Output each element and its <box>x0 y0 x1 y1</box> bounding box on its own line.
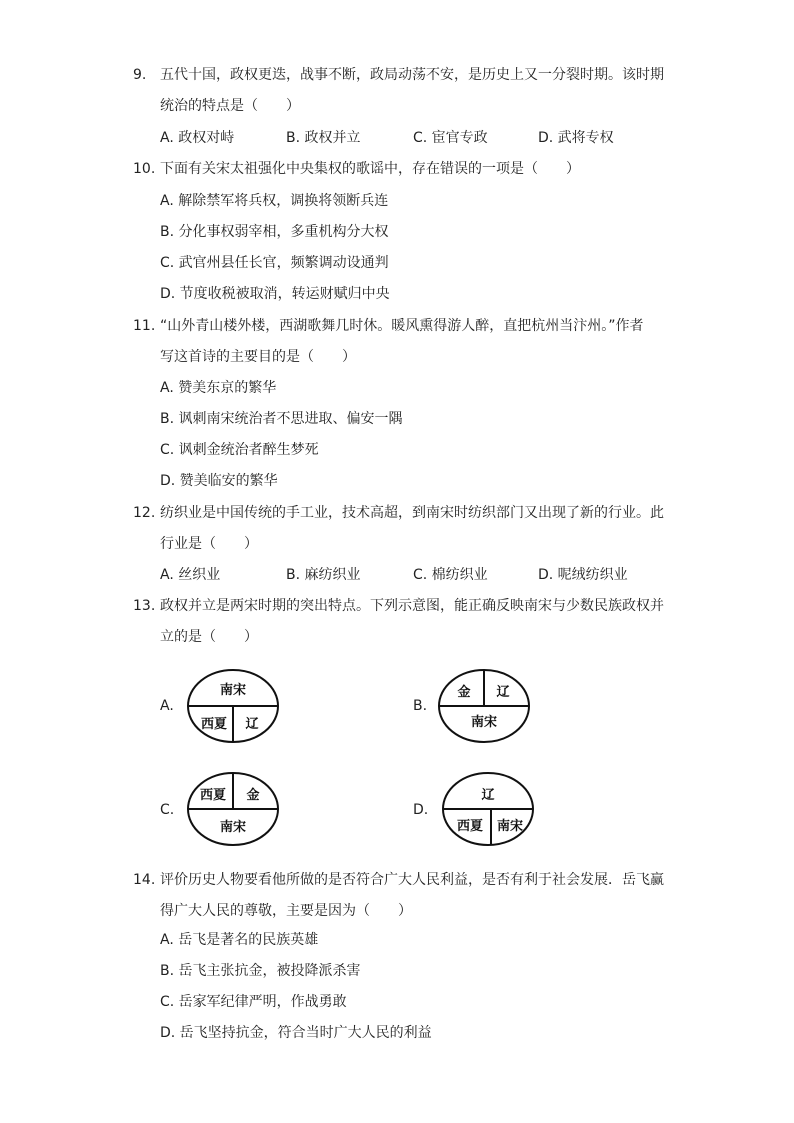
question-text: 统治的特点是（ ） <box>160 98 300 114</box>
question-text: 纺织业是中国传统的手工业，技术高超，到南宋时纺织部门又出现了新的行业。此 <box>160 505 664 521</box>
question-text: 行业是（ ） <box>160 536 258 552</box>
question-number: 12. <box>133 505 156 521</box>
region-label: 辽 <box>496 685 510 700</box>
diagram-a[interactable] <box>186 668 282 746</box>
region-label: 金 <box>457 685 471 700</box>
region-label: 辽 <box>245 717 259 732</box>
question-number: 10. <box>133 161 156 177</box>
region-label: 辽 <box>481 788 495 803</box>
region-label: 金 <box>246 788 260 803</box>
region-label: 西夏 <box>456 819 484 834</box>
question-text: 写这首诗的主要目的是（ ） <box>160 349 356 365</box>
question-text: “山外青山楼外楼，西湖歌舞几时休。暖风熏得游人醉，直把杭州当汴州。”作者 <box>160 318 644 334</box>
option-c[interactable]: C. 讽刺金统治者醉生梦死 <box>160 442 319 458</box>
diagram-c[interactable] <box>186 771 282 849</box>
region-label: 南宋 <box>219 683 247 698</box>
question-text: 五代十国，政权更迭，战事不断，政局动荡不安，是历史上又一分裂时期。该时期 <box>160 67 664 83</box>
question-number: 13. <box>133 598 156 614</box>
diagram-b[interactable] <box>437 668 533 746</box>
question-text: 政权并立是两宋时期的突出特点。下列示意图，能正确反映南宋与少数民族政权并 <box>160 598 664 614</box>
region-label: 南宋 <box>219 820 247 835</box>
region-label: 南宋 <box>470 715 498 730</box>
option-b[interactable]: B. 政权并立 <box>286 130 361 146</box>
option-c[interactable]: C. 宦官专政 <box>413 130 488 146</box>
diagram-c-label[interactable]: C. <box>160 802 175 818</box>
question-number: 14. <box>133 872 156 888</box>
option-d[interactable]: D. 武将专权 <box>538 130 614 146</box>
option-b[interactable]: B. 讽刺南宋统治者不思进取、偏安一隅 <box>160 411 403 427</box>
option-a[interactable]: A. 岳飞是著名的民族英雄 <box>160 932 319 948</box>
diagram-d-label[interactable]: D. <box>413 802 429 818</box>
question-number: 9. <box>133 67 147 83</box>
option-c[interactable]: C. 棉纺织业 <box>413 567 488 583</box>
region-label: 西夏 <box>200 717 228 732</box>
diagram-a-label[interactable]: A. <box>160 698 174 714</box>
diagram-b-label[interactable]: B. <box>413 698 428 714</box>
option-c[interactable]: C. 岳家军纪律严明，作战勇敢 <box>160 994 347 1010</box>
option-a[interactable]: A. 政权对峙 <box>160 130 235 146</box>
question-text: 得广大人民的尊敬，主要是因为（ ） <box>160 903 412 919</box>
diagram-d[interactable] <box>441 771 537 849</box>
question-text: 立的是（ ） <box>160 629 258 645</box>
question-text: 下面有关宋太祖强化中央集权的歌谣中，存在错误的一项是（ ） <box>160 161 580 177</box>
option-a[interactable]: A. 解除禁军将兵权，调换将领断兵连 <box>160 193 389 209</box>
option-d[interactable]: D. 岳飞坚持抗金，符合当时广大人民的利益 <box>160 1025 432 1041</box>
option-a[interactable]: A. 赞美东京的繁华 <box>160 380 277 396</box>
region-label: 南宋 <box>496 819 524 834</box>
option-b[interactable]: B. 分化事权弱宰相，多重机构分大权 <box>160 224 389 240</box>
option-d[interactable]: D. 节度收税被取消，转运财赋归中央 <box>160 286 390 302</box>
option-d[interactable]: D. 赞美临安的繁华 <box>160 473 278 489</box>
region-label: 西夏 <box>199 788 227 803</box>
option-b[interactable]: B. 麻纺织业 <box>286 567 361 583</box>
option-d[interactable]: D. 呢绒纺织业 <box>538 567 628 583</box>
option-c[interactable]: C. 武官州县任长官，频繁调动设通判 <box>160 255 389 271</box>
question-text: 评价历史人物要看他所做的是否符合广大人民利益，是否有利于社会发展．岳飞赢 <box>160 872 664 888</box>
option-b[interactable]: B. 岳飞主张抗金，被投降派杀害 <box>160 963 361 979</box>
option-a[interactable]: A. 丝织业 <box>160 567 221 583</box>
question-number: 11. <box>133 318 156 334</box>
